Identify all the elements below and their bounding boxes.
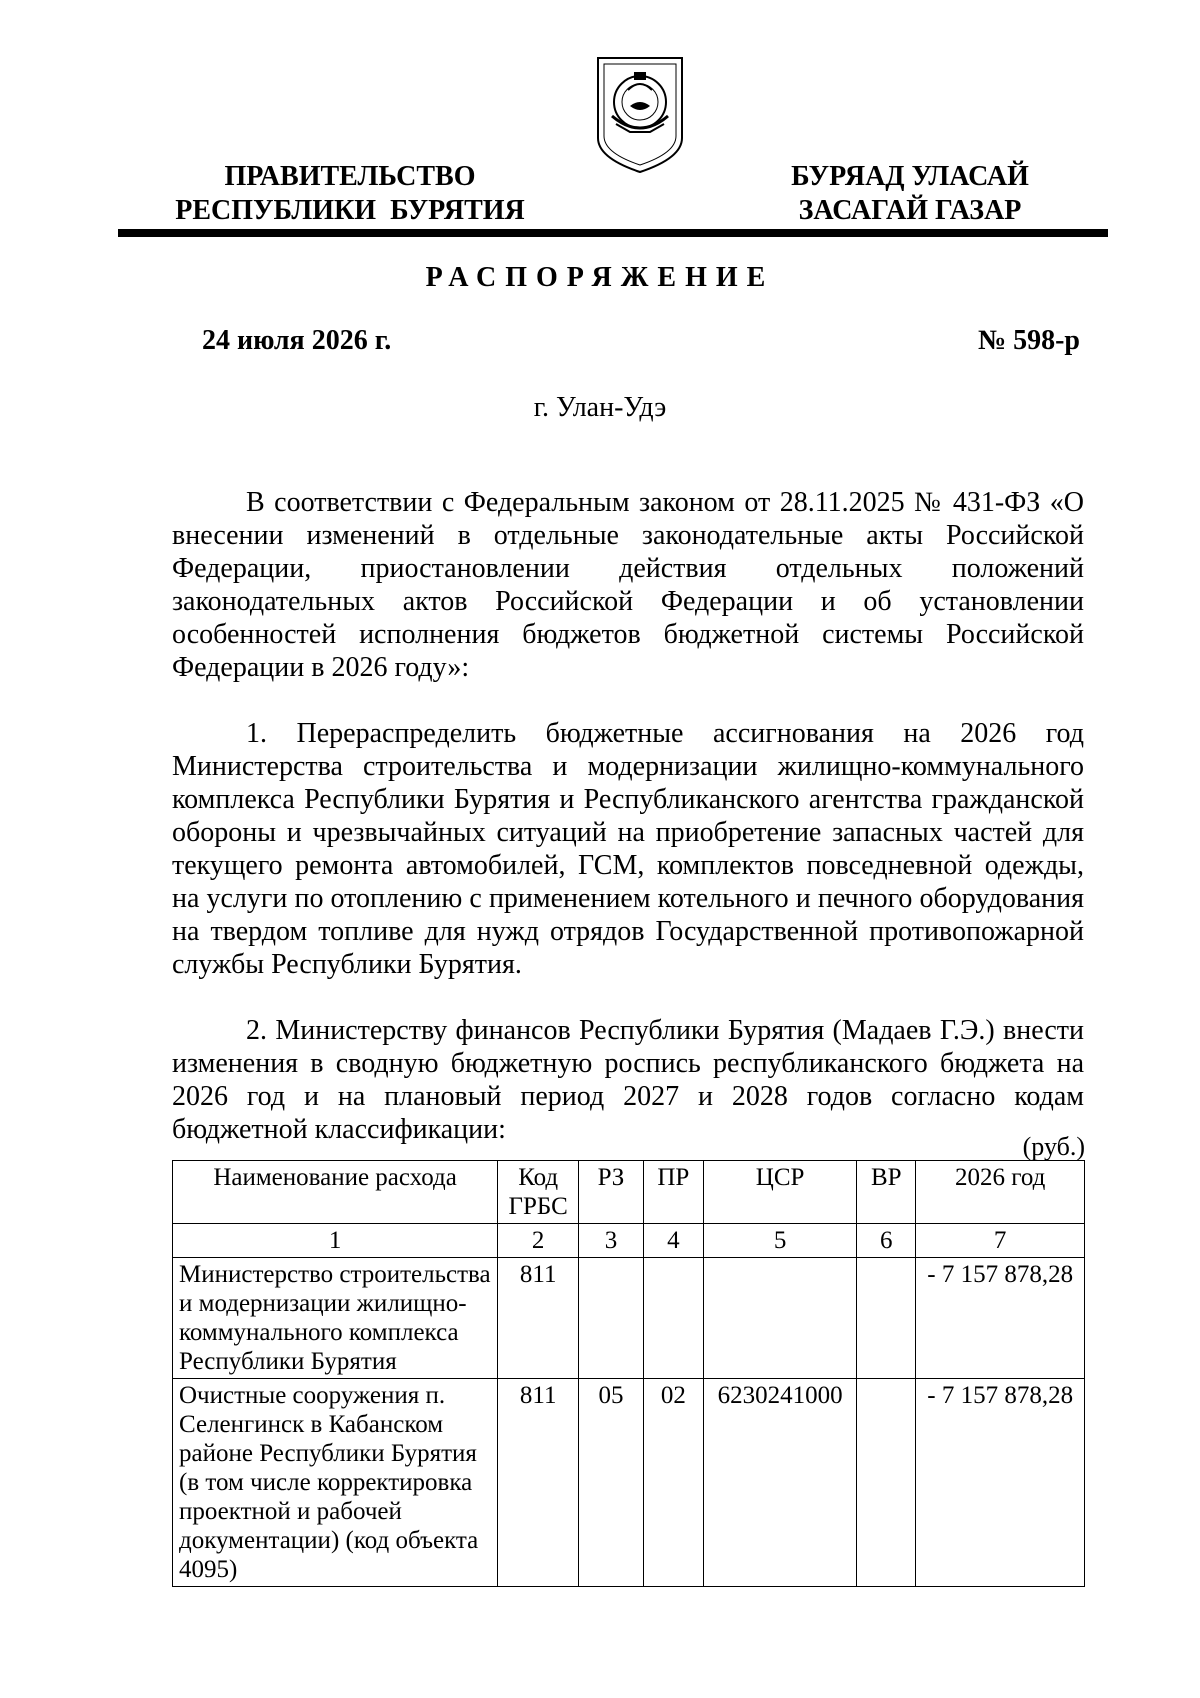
clause-1-paragraph: 1. Перераспределить бюджетные ассигнования на 2026 год Министерства строительства и модернизации жилищно-коммунального комплекса Республики Бурятия и Республиканского агентства гражданской обороны и чрезвычайных ситуаций на приобретение запасных частей для текущего ремонта автомобилей, ГСМ, комплектов повседневной одежды, на услуги по отоплению с применением котельного и печного оборудования на твердом топливе для нужд отрядов Государственной противопожарной службы Республики Бурятия.: [172, 718, 1084, 980]
header-rz: РЗ: [579, 1161, 644, 1224]
row-rz: [579, 1258, 644, 1379]
header-rule: [118, 229, 1108, 237]
budget-table: [172, 1160, 1085, 1587]
row-pr: 02: [643, 1379, 703, 1587]
document-body: [172, 486, 1084, 1146]
government-name-ru: [150, 160, 550, 228]
row-rz: 05: [579, 1379, 644, 1587]
row-name: Очистные сооружения п. Селенгинск в Кабанском районе Республики Бурятия (в том числе корректировка проектной и рабочей документации) (код объекта 4095): [173, 1379, 498, 1587]
government-name-ru-line1: ПРАВИТЕЛЬСТВО: [224, 161, 476, 192]
column-number: 1: [173, 1224, 498, 1258]
header-grbs: Код ГРБС: [498, 1161, 579, 1224]
row-vr: [857, 1258, 916, 1379]
table-row: [173, 1258, 1085, 1379]
column-number: 2: [498, 1224, 579, 1258]
header-name: Наименование расхода: [173, 1161, 498, 1224]
header-vr: ВР: [857, 1161, 916, 1224]
column-number-row: [173, 1224, 1085, 1258]
row-amount: - 7 157 878,28: [916, 1379, 1085, 1587]
table-header-row: [173, 1161, 1085, 1224]
document-date: 24 июля 2026 г.: [202, 325, 392, 356]
document-type: РАСПОРЯЖЕНИЕ: [425, 262, 775, 293]
column-number: 7: [916, 1224, 1085, 1258]
column-number: 6: [857, 1224, 916, 1258]
document-number: № 598-р: [977, 325, 1080, 356]
row-pr: [643, 1258, 703, 1379]
government-name-bua: [760, 160, 1060, 228]
clause-2-paragraph: 2. Министерству финансов Республики Бурятия (Мадаев Г.Э.) внести изменения в сводную бюджетную роспись республиканского бюджета на 2026 год и на плановый период 2027 и 2028 годов согласно кодам бюджетной классификации:: [172, 1015, 1084, 1145]
header-csr: ЦСР: [703, 1161, 856, 1224]
government-name-bua-line1: БУРЯАД УЛАСАЙ: [791, 161, 1029, 192]
government-name-ru-line2: РЕСПУБЛИКИ БУРЯТИЯ: [175, 195, 525, 226]
government-name-bua-line2: ЗАСАГАЙ ГАЗАР: [798, 195, 1022, 226]
header-pr: ПР: [643, 1161, 703, 1224]
header-year: 2026 год: [916, 1161, 1085, 1224]
row-amount: - 7 157 878,28: [916, 1258, 1085, 1379]
column-number: 3: [579, 1224, 644, 1258]
row-csr: [703, 1258, 856, 1379]
row-vr: [857, 1379, 916, 1587]
column-number: 4: [643, 1224, 703, 1258]
table-row: [173, 1379, 1085, 1587]
column-number: 5: [703, 1224, 856, 1258]
row-grbs: 811: [498, 1258, 579, 1379]
preamble-paragraph: В соответствии с Федеральным законом от 28.11.2025 № 431-ФЗ «О внесении изменений в отдельные законодательные акты Российской Федерации, приостановлении действия отдельных положений законодательных актов Российской Федерации и об установлении особенностей исполнения бюджетов бюджетной системы Российской Федерации в 2026 году»:: [172, 487, 1084, 683]
row-name: Министерство строительства и модернизации жилищно-коммунального комплекса Республики Бурятия: [173, 1258, 498, 1379]
coat-of-arms-icon: [590, 50, 690, 175]
row-grbs: 811: [498, 1379, 579, 1587]
row-csr: 6230241000: [703, 1379, 856, 1587]
table-unit-label: (руб.): [1022, 1132, 1085, 1161]
document-city: г. Улан-Удэ: [533, 392, 667, 423]
